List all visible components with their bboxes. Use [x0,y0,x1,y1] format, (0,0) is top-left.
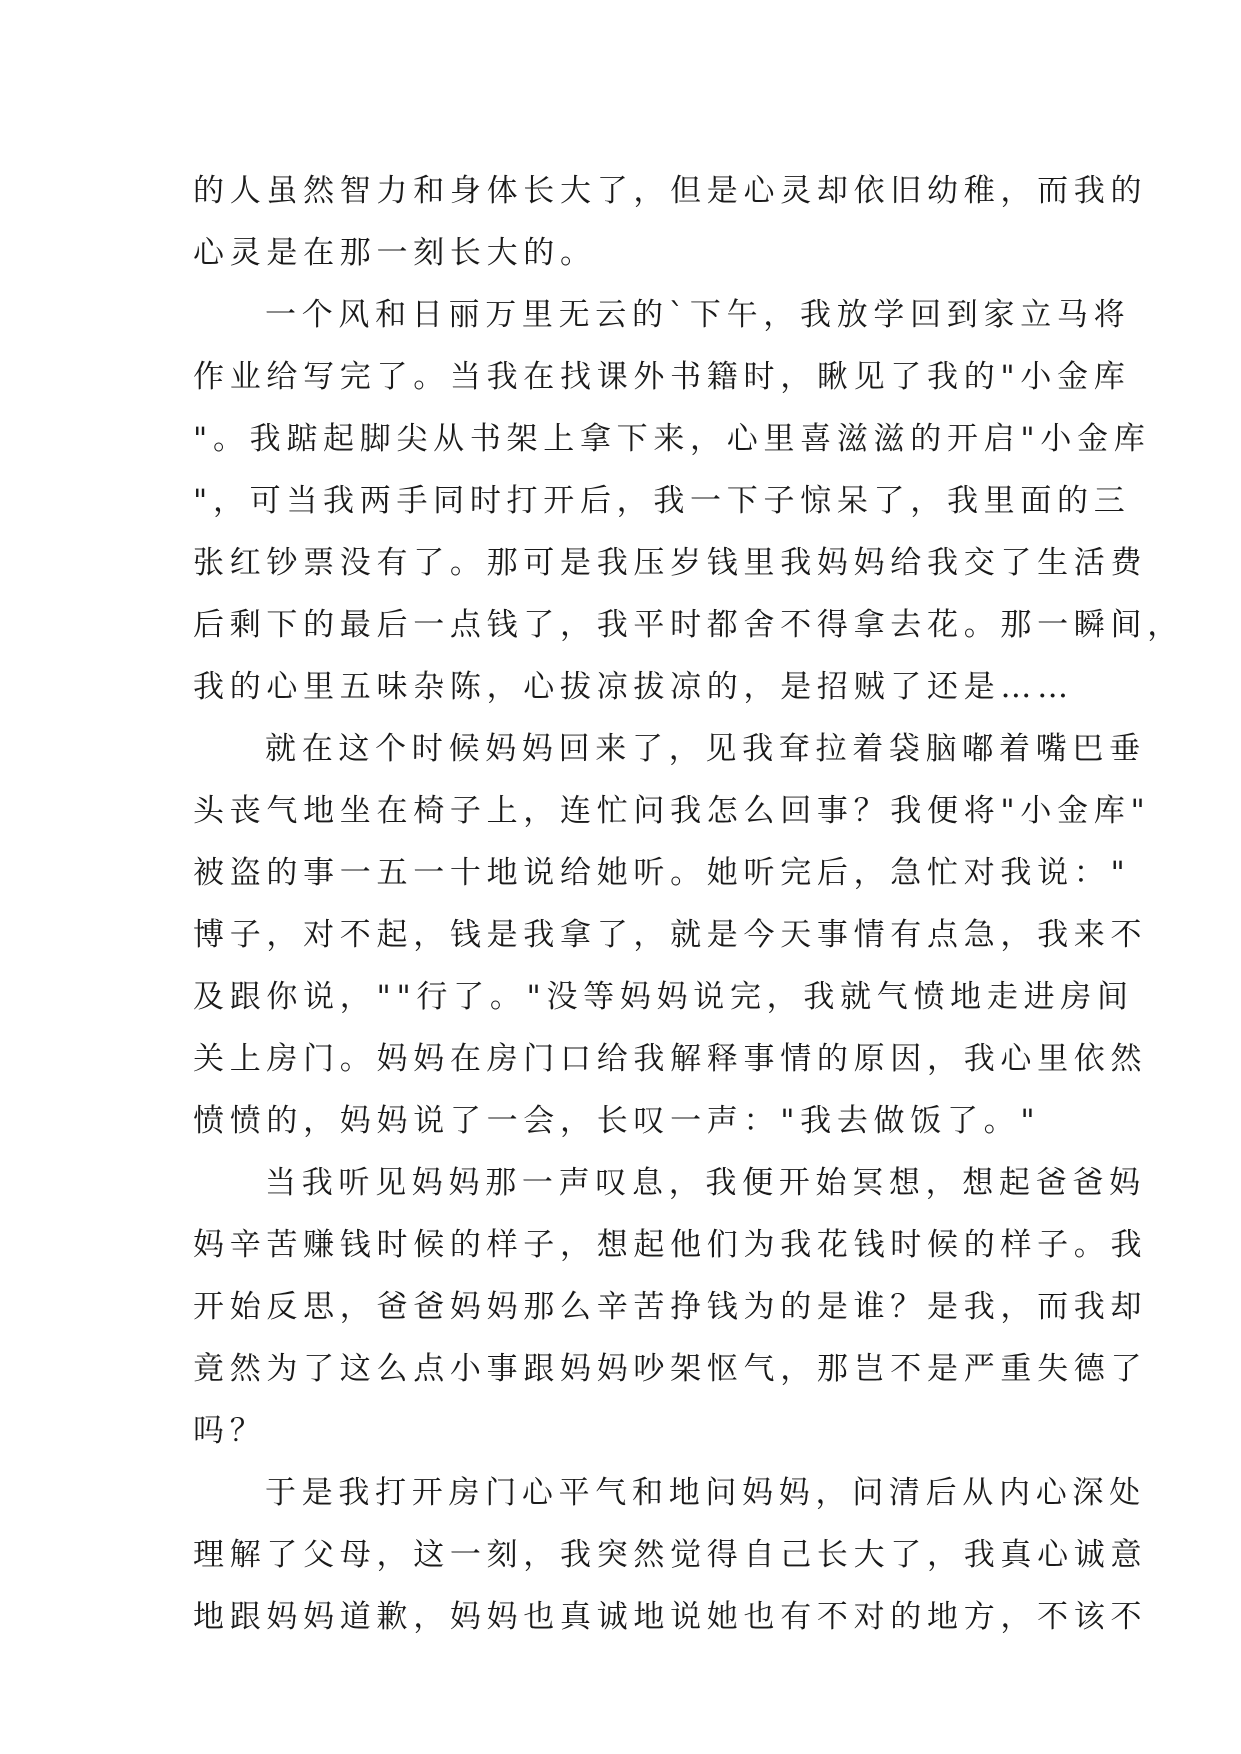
text-line: 妈辛苦赚钱时候的样子，想起他们为我花钱时候的样子。我 [193,1227,1148,1263]
text-line: 作业给写完了。当我在找课外书籍时，瞅见了我的"小金库 [193,359,1131,395]
text-line: 心灵是在那一刻长大的。 [193,235,597,271]
paragraph [193,1462,1148,1648]
text-line: "，可当我两手同时打开后，我一下子惊呆了，我里面的三 [193,483,1131,519]
body-text [193,160,1184,1648]
text-line: 开始反思，爸爸妈妈那么辛苦挣钱为的是谁？是我，而我却 [193,1289,1148,1325]
paragraph [193,284,1184,718]
text-line: 一个风和日丽万里无云的`下午，我放学回到家立马将 [265,297,1131,333]
text-line: 头丧气地坐在椅子上，连忙问我怎么回事？我便将"小金库" [193,793,1151,829]
text-line: 愤愤的，妈妈说了一会，长叹一声："我去做饭了。" [193,1103,1041,1139]
text-line: 及跟你说，""行了。"没等妈妈说完，我就气愤地走进房间 [193,979,1134,1015]
text-line: 张红钞票没有了。那可是我压岁钱里我妈妈给我交了生活费 [193,545,1148,581]
text-line: 吗？ [193,1413,267,1449]
text-line: 后剩下的最后一点钱了，我平时都舍不得拿去花。那一瞬间， [193,607,1184,643]
text-line: 于是我打开房门心平气和地问妈妈，问清后从内心深处 [265,1475,1146,1511]
text-line: 我的心里五味杂陈，心拔凉拔凉的，是招贼了还是…… [193,669,1074,705]
paragraph [193,1152,1148,1462]
paragraph [193,160,1148,284]
text-line: 就在这个时候妈妈回来了，见我耷拉着袋脑嘟着嘴巴垂 [265,731,1146,767]
text-line: "。我踮起脚尖从书架上拿下来，心里喜滋滋的开启"小金库 [193,421,1151,457]
paragraph [193,718,1151,1152]
text-line: 地跟妈妈道歉，妈妈也真诚地说她也有不对的地方，不该不 [193,1599,1148,1635]
text-line: 关上房门。妈妈在房门口给我解释事情的原因，我心里依然 [193,1041,1148,1077]
text-line: 当我听见妈妈那一声叹息，我便开始冥想，想起爸爸妈 [265,1165,1146,1201]
text-line: 被盗的事一五一十地说给她听。她听完后，急忙对我说：" [193,855,1131,891]
text-line: 竟然为了这么点小事跟妈妈吵架怄气，那岂不是严重失德了 [193,1351,1148,1387]
text-line: 的人虽然智力和身体长大了，但是心灵却依旧幼稚，而我的 [193,173,1148,209]
text-line: 理解了父母，这一刻，我突然觉得自己长大了，我真心诚意 [193,1537,1148,1573]
text-line: 博子，对不起，钱是我拿了，就是今天事情有点急，我来不 [193,917,1148,953]
